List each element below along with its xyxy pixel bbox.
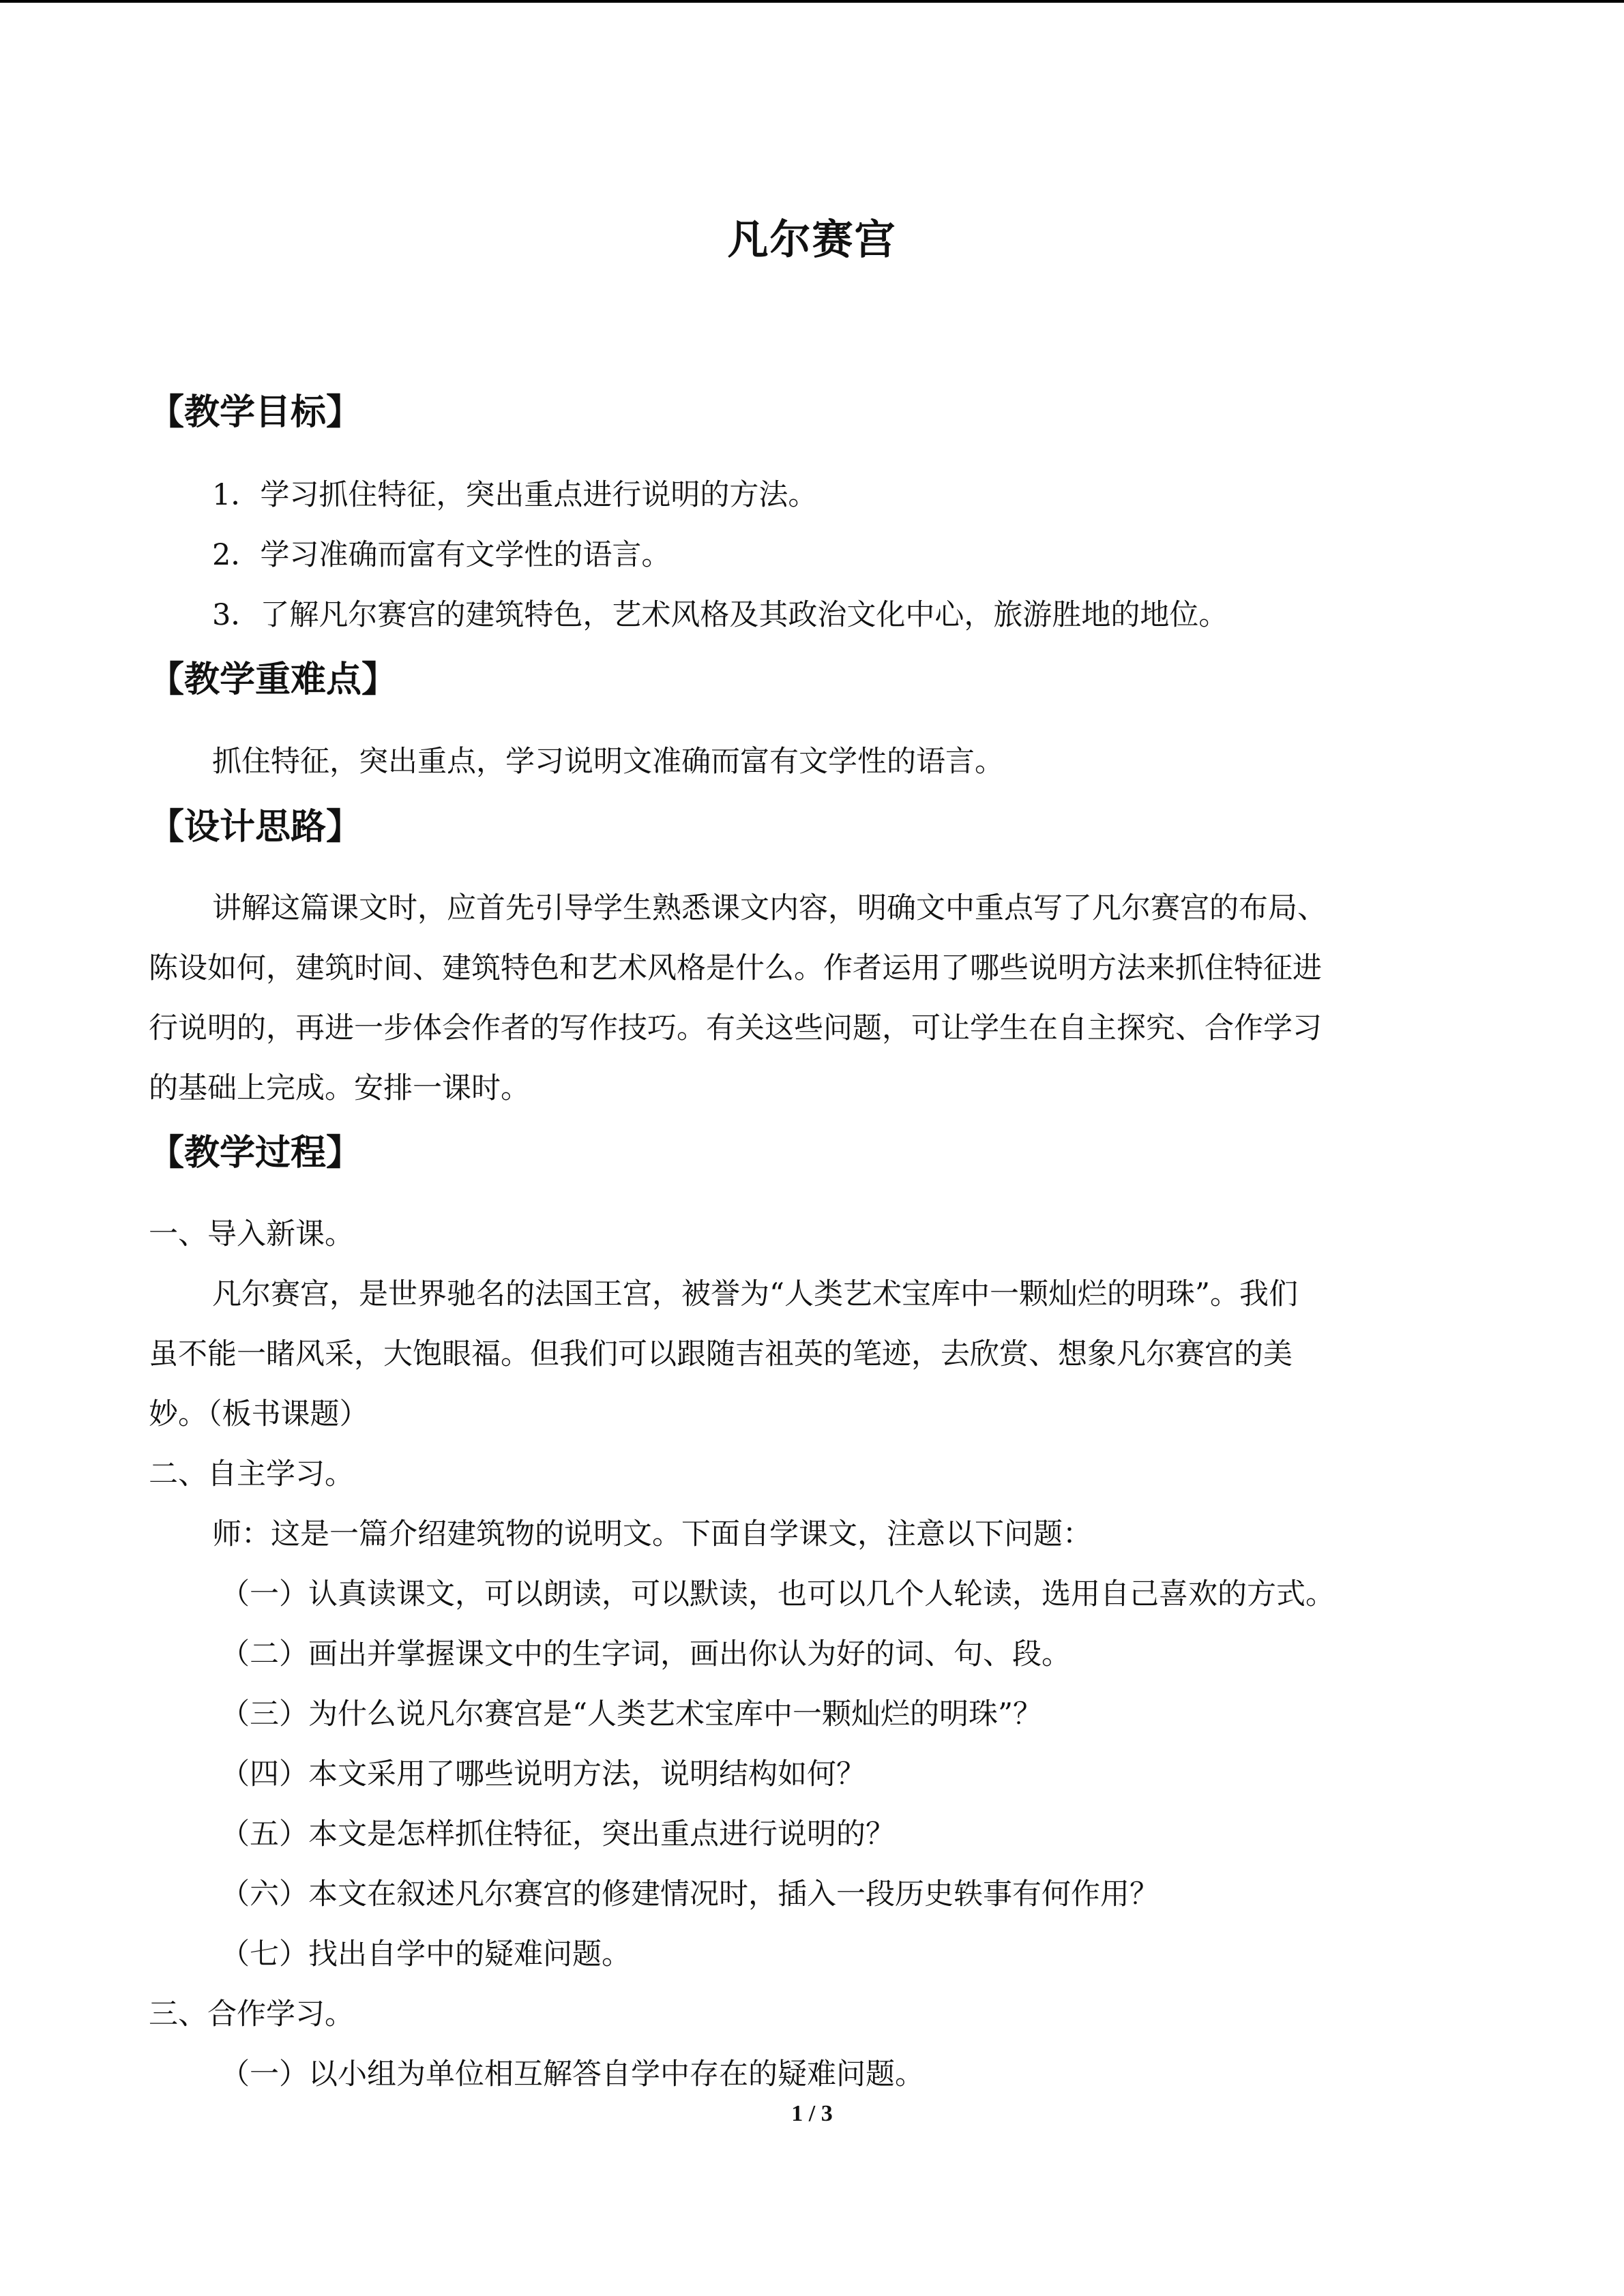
step2-item-4: （四）本文采用了哪些说明方法，说明结构如何？ (220, 1757, 866, 1791)
step1-line-1: 凡尔赛宫，是世界驰名的法国王宫，被誉为“人类艺术宝库中一颗灿烂的明珠”。我们 (212, 1277, 1298, 1311)
step2-item-6: （六）本文在叙述凡尔赛宫的修建情况时，插入一段历史轶事有何作用？ (220, 1877, 1159, 1911)
heading-process: 【教学过程】 (149, 1133, 362, 1174)
step2-item-1: （一）认真读课文，可以朗读，可以默读，也可以几个人轮读，选用自己喜欢的方式。 (220, 1577, 1335, 1611)
heading-key-points: 【教学重难点】 (149, 659, 398, 700)
step3-title: 三、合作学习。 (149, 1997, 354, 2031)
objective-item-3: 3．了解凡尔赛宫的建筑特色，艺术风格及其政治文化中心，旅游胜地的地位。 (212, 598, 1228, 632)
step3-item-1: （一）以小组为单位相互解答自学中存在的疑难问题。 (220, 2057, 924, 2091)
step2-item-2: （二）画出并掌握课文中的生字词，画出你认为好的词、句、段。 (220, 1637, 1071, 1671)
step2-title: 二、自主学习。 (149, 1457, 354, 1491)
step2-item-7: （七）找出自学中的疑难问题。 (220, 1937, 631, 1971)
step1-line-3: 妙。（板书课题） (149, 1397, 369, 1431)
design-line-2: 陈设如何，建筑时间、建筑特色和艺术风格是什么。作者运用了哪些说明方法来抓住特征进 (149, 951, 1322, 985)
document-title: 凡尔赛宫 (727, 216, 897, 264)
step1-title: 一、导入新课。 (149, 1217, 354, 1251)
key-points-text: 抓住特征，突出重点，学习说明文准确而富有文学性的语言。 (212, 745, 1004, 779)
step2-item-5: （五）本文是怎样抓住特征，突出重点进行说明的？ (220, 1817, 895, 1851)
step1-line-2: 虽不能一睹风采，大饱眼福。但我们可以跟随吉祖英的笔迹，去欣赏、想象凡尔赛宫的美 (149, 1337, 1293, 1371)
objective-item-2: 2．学习准确而富有文学性的语言。 (212, 538, 671, 572)
heading-objectives: 【教学目标】 (149, 392, 362, 433)
objective-item-1: 1．学习抓住特征，突出重点进行说明的方法。 (212, 478, 818, 512)
design-line-1: 讲解这篇课文时，应首先引导学生熟悉课文内容，明确文中重点写了凡尔赛宫的布局、 (212, 891, 1327, 925)
design-line-4: 的基础上完成。安排一课时。 (149, 1071, 530, 1105)
heading-design: 【设计思路】 (149, 807, 362, 848)
step2-intro: 师：这是一篇介绍建筑物的说明文。下面自学课文，注意以下问题： (212, 1517, 1092, 1551)
design-line-3: 行说明的，再进一步体会作者的写作技巧。有关这些问题，可让学生在自主探究、合作学习 (149, 1011, 1322, 1045)
page-number: 1 / 3 (791, 2101, 833, 2126)
step2-item-3: （三）为什么说凡尔赛宫是“人类艺术宝库中一颗灿烂的明珠”？ (220, 1697, 1042, 1731)
top-border-line (0, 0, 1624, 3)
